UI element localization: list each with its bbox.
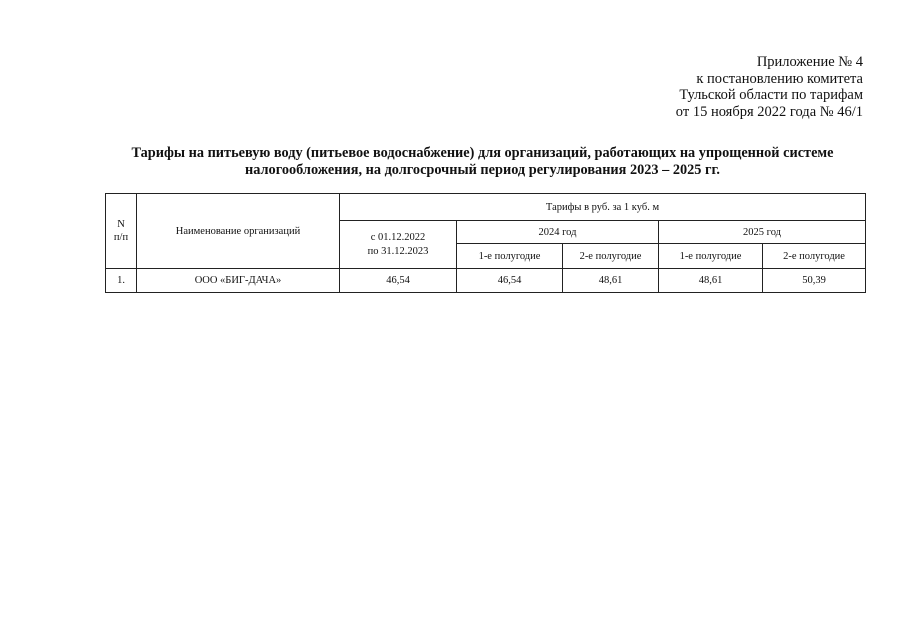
- header-number-line-2: п/п: [113, 232, 129, 243]
- header-period-line-1: с 01.12.2022: [370, 231, 426, 243]
- header-2024-half-1: 1-е полугодие: [457, 244, 563, 269]
- row-tariff-2023: 46,54: [340, 269, 457, 293]
- header-number: [106, 194, 137, 269]
- header-2025-half-2: 2-е полугодие: [763, 244, 866, 269]
- header-tariffs: Тарифы в руб. за 1 куб. м: [340, 194, 866, 221]
- table-header-row-1: [106, 194, 866, 221]
- tariffs-table: [105, 193, 866, 293]
- row-tariff-2025-h1: 48,61: [659, 269, 763, 293]
- row-number: 1.: [106, 269, 137, 293]
- annex-number: Приложение № 4: [756, 54, 863, 70]
- annex-reference: к постановлению комитета: [696, 70, 863, 87]
- header-year-2025: 2025 год: [659, 221, 866, 244]
- header-org-name: Наименование организаций: [137, 194, 340, 269]
- header-period: [340, 221, 457, 269]
- annex-date: от 15 ноября 2022 года № 46/1: [675, 103, 863, 120]
- annex-block: [676, 54, 863, 120]
- title-line-1: Тарифы на питьевую воду (питьевое водоснабжение) для организаций, работающих на упрощенной системе: [131, 145, 834, 161]
- title-line-2: налогообложения, на долгосрочный период регулирования 2023 – 2025 гг.: [245, 162, 720, 178]
- header-year-2024: 2024 год: [457, 221, 659, 244]
- header-number-line-1: N: [117, 219, 125, 230]
- annex-committee: Тульской области по тарифам: [679, 87, 863, 103]
- header-2025-half-1: 1-е полугодие: [659, 244, 763, 269]
- header-2024-half-2: 2-е полугодие: [563, 244, 659, 269]
- row-tariff-2024-h1: 46,54: [457, 269, 563, 293]
- row-tariff-2024-h2: 48,61: [563, 269, 659, 293]
- header-period-line-2: по 31.12.2023: [367, 245, 429, 257]
- row-tariff-2025-h2: 50,39: [763, 269, 866, 293]
- document-title: [80, 145, 885, 179]
- table-row: [106, 269, 866, 293]
- row-org-name: ООО «БИГ-ДАЧА»: [137, 269, 340, 293]
